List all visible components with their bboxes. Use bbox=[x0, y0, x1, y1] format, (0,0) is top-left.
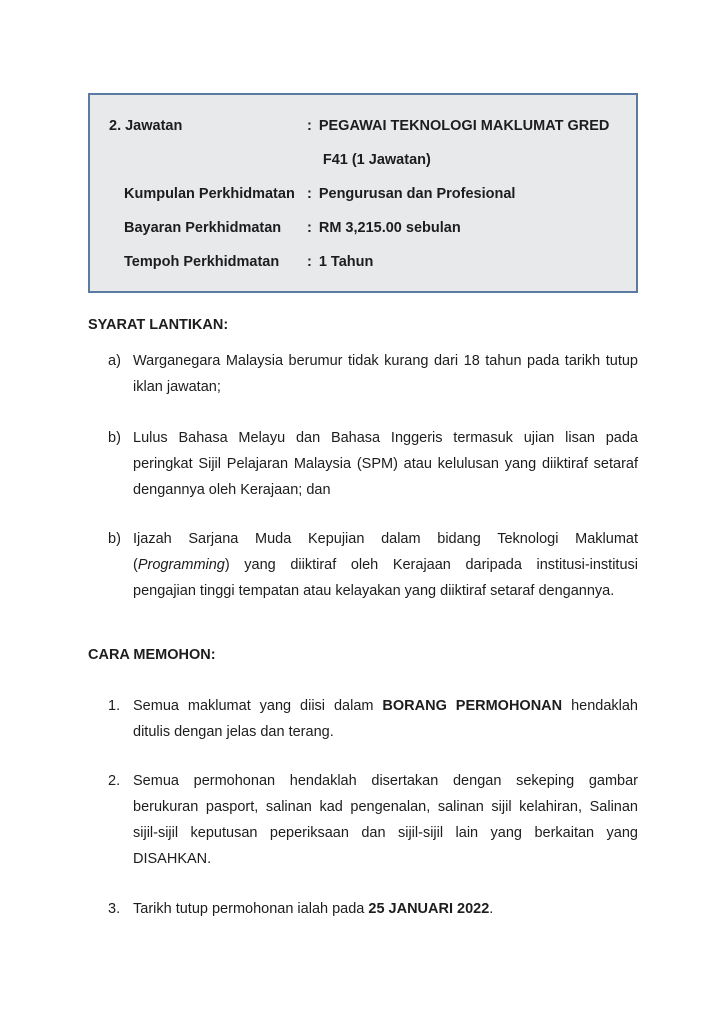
syarat-item-b1 bbox=[88, 425, 638, 503]
text-segment: Tarikh tutup permohonan ialah pada bbox=[133, 901, 369, 917]
text-segment: Ijazah Sarjana Muda Kepujian dalam bidang Teknologi Maklumat ( bbox=[133, 531, 638, 573]
item-marker: a) bbox=[108, 353, 121, 369]
item-text: Semua permohonan hendaklah disertakan dengan sekeping gambar berukuran pasport, salinan kad pengenalan, salinan sijil kelahiran, Salinan sijil-sijil keputusan peperiksaan dan sijil-sijil lain yang berkaitan yang DISAHKAN. bbox=[133, 773, 638, 867]
row-label: Kumpulan Perkhidmatan bbox=[124, 186, 295, 202]
item-marker: 2. bbox=[108, 773, 121, 789]
row-value: 1 Tahun bbox=[318, 254, 374, 270]
text-segment: . bbox=[489, 901, 494, 917]
job-title-line2: F41 (1 Jawatan) bbox=[322, 152, 431, 168]
job-row-tempoh bbox=[109, 245, 620, 279]
section-heading-syarat-lantikan: SYARAT LANTIKAN: bbox=[88, 317, 229, 333]
cara-item-2 bbox=[88, 768, 638, 872]
job-row-bayaran bbox=[109, 211, 620, 245]
bold-segment: 25 JANUARI 2022 bbox=[368, 901, 490, 917]
item-marker: b) bbox=[108, 430, 121, 446]
job-details-box bbox=[88, 93, 638, 293]
text-segment: Semua maklumat yang diisi dalam bbox=[133, 698, 383, 714]
job-row-jawatan bbox=[109, 109, 620, 177]
row-colon: : bbox=[307, 118, 312, 134]
text-segment: hendaklah ditulis dengan jelas dan terang. bbox=[133, 698, 638, 740]
row-colon: : bbox=[307, 186, 312, 202]
syarat-item-b2 bbox=[88, 526, 638, 604]
item-text bbox=[133, 896, 638, 922]
text-segment: ) yang diiktiraf oleh Kerajaan daripada institusi-institusi pengajian tinggi tempatan atau kelayakan yang diiktiraf setaraf dengannya. bbox=[133, 557, 638, 599]
syarat-item-a bbox=[88, 348, 638, 400]
row-value bbox=[319, 109, 620, 177]
job-row-kumpulan bbox=[109, 177, 620, 211]
row-colon: : bbox=[307, 254, 312, 270]
cara-item-1 bbox=[88, 693, 638, 745]
row-value: RM 3,215.00 sebulan bbox=[318, 220, 461, 236]
item-marker: 3. bbox=[108, 901, 121, 917]
bold-segment: BORANG PERMOHONAN bbox=[382, 698, 563, 714]
section-heading-cara-memohon: CARA MEMOHON: bbox=[88, 647, 216, 663]
row-value: Pengurusan dan Profesional bbox=[318, 186, 516, 202]
row-colon: : bbox=[307, 220, 312, 236]
item-text bbox=[133, 693, 638, 745]
item-text: Lulus Bahasa Melayu dan Bahasa Inggeris termasuk ujian lisan pada peringkat Sijil Pelajaran Malaysia (SPM) atau kelulusan yang diiktiraf setaraf dengannya oleh Kerajaan; dan bbox=[133, 430, 638, 498]
document-content bbox=[88, 0, 638, 922]
item-marker: b) bbox=[108, 531, 121, 547]
row-label: 2. Jawatan bbox=[109, 118, 183, 134]
item-marker: 1. bbox=[108, 698, 121, 714]
row-label: Tempoh Perkhidmatan bbox=[124, 254, 280, 270]
italic-segment: Programming bbox=[137, 557, 225, 573]
job-title-line1: PEGAWAI TEKNOLOGI MAKLUMAT GRED bbox=[318, 118, 610, 134]
item-text bbox=[133, 526, 638, 604]
item-text: Warganegara Malaysia berumur tidak kurang dari 18 tahun pada tarikh tutup iklan jawatan; bbox=[133, 353, 638, 395]
row-label: Bayaran Perkhidmatan bbox=[124, 220, 282, 236]
cara-item-3 bbox=[88, 896, 638, 922]
